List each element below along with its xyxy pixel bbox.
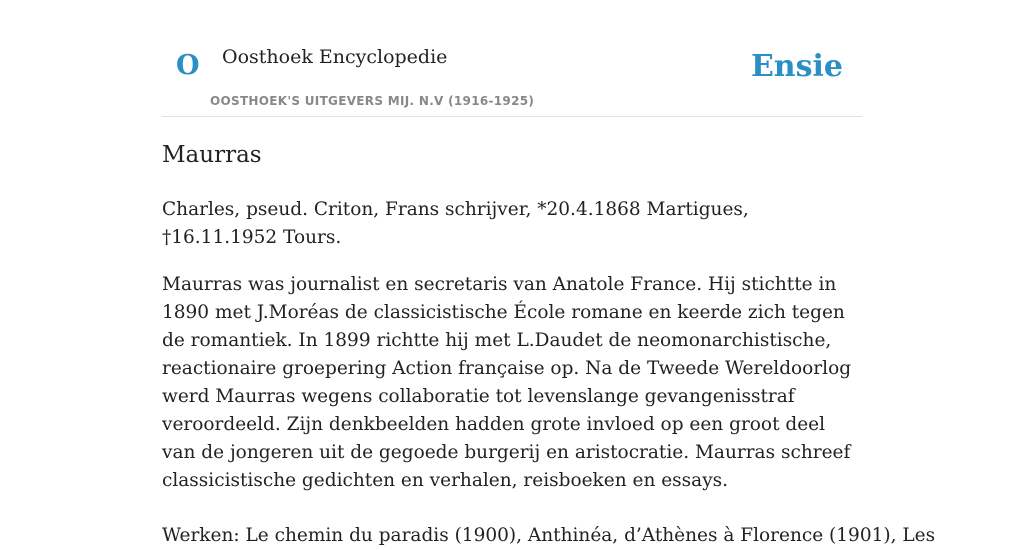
site-header bbox=[162, 0, 862, 117]
entry-title: Maurras bbox=[162, 142, 262, 168]
site-title[interactable]: Oosthoek Encyclopedie bbox=[222, 46, 448, 68]
entry-intro: Charles, pseud. Criton, Frans schrijver, *20.4.1868 Martigues, †16.11.1952 Tours. bbox=[162, 198, 749, 248]
entry-works: Werken: Le chemin du paradis (1900), Anthinéa, d’Athènes à Florence (1901), Les bbox=[162, 524, 936, 546]
publisher-subtitle: OOSTHOEK'S UITGEVERS MIJ. N.V (1916-1925) bbox=[210, 94, 535, 108]
page bbox=[162, 0, 936, 550]
entry-body: Maurras was journalist en secretaris van Anatole France. Hij stichtte in 1890 met J.Moréas de classicistische École romane en keerde zich tegen de romantiek. In 1899 richtte hij met L.Daudet de neomonarchistische, reactionaire groepering Action française op. Na de Tweede Wereldoorlog werd Maurras wegens collaboratie tot levenslange gevangenisstraf veroordeeld. Zijn denkbeelden hadden grote invloed op een groot deel van de jongeren uit de gegoede burgerij en aristocratie. Maurras schreef classicistische gedichten en verhalen, reisboeken en essays. bbox=[162, 273, 852, 491]
oosthoek-logo-icon[interactable]: O bbox=[176, 50, 200, 81]
ensie-logo-link[interactable]: Ensie bbox=[750, 49, 843, 84]
